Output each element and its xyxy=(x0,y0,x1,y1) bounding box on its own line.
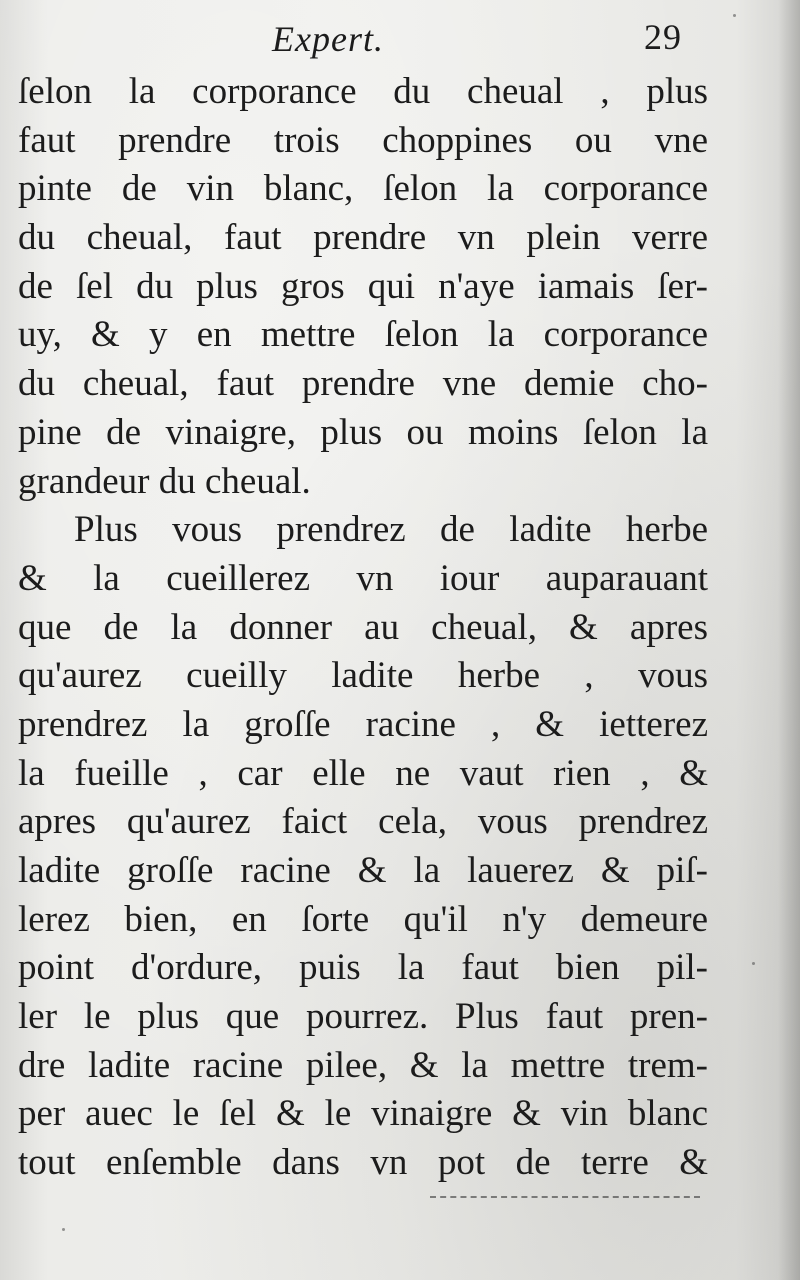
text-line: point d'ordure, puis la faut bien pil- xyxy=(18,947,708,989)
text-line: qu'aurez cueilly ladite herbe , vous xyxy=(18,655,708,697)
text-line: dre ladite racine pilee, & la mettre trem- xyxy=(18,1044,708,1086)
running-head: Expert. xyxy=(272,19,384,59)
text-line: grandeur du cheual. xyxy=(18,460,311,502)
paragraph-1 xyxy=(18,68,708,506)
text-line: prendrez la groſſe racine , & ietterez xyxy=(18,703,708,745)
text-line: que de la donner au cheual, & apres xyxy=(18,606,708,648)
text-line: ladite groſſe racine & la lauerez & piſ- xyxy=(18,850,708,891)
paragraph-2 xyxy=(18,506,708,1188)
paper-speck xyxy=(62,1228,65,1231)
text-line: uy, & y en mettre ſelon la corporance xyxy=(18,314,708,356)
text-line: du cheual, faut prendre vn plein verre xyxy=(18,217,708,259)
text-line: ſelon la corporance du cheual , plus xyxy=(18,71,708,112)
text-line: du cheual, faut prendre vne demie cho- xyxy=(18,363,708,405)
page-number: 29 xyxy=(644,17,682,57)
text-line: la fueille , car elle ne vaut rien , & xyxy=(18,752,708,794)
text-line: per auec le ſel & le vinaigre & vin blanc xyxy=(18,1093,708,1135)
text-line: & la cueillerez vn iour auparauant xyxy=(18,557,708,599)
text-line: pinte de vin blanc, ſelon la corporance xyxy=(18,168,708,210)
page-edge-shadow xyxy=(778,0,800,1280)
paper-speck xyxy=(752,962,755,965)
print-bleed-rule xyxy=(430,1196,700,1198)
text-line: ler le plus que pourrez. Plus faut pren- xyxy=(18,996,708,1038)
text-line: Plus vous prendrez de ladite herbe xyxy=(74,509,708,551)
text-line: apres qu'aurez faict cela, vous prendrez xyxy=(18,801,708,843)
body-text xyxy=(18,68,708,1188)
text-line: de ſel du plus gros qui n'aye iamais ſer- xyxy=(18,265,708,307)
paper-speck xyxy=(733,14,736,17)
text-line: faut prendre trois choppines ou vne xyxy=(18,119,708,161)
text-line: pine de vinaigre, plus ou moins ſelon la xyxy=(18,411,708,453)
page-header xyxy=(0,14,800,70)
text-line: tout enſemble dans vn pot de terre & xyxy=(18,1142,708,1184)
text-line: lerez bien, en ſorte qu'il n'y demeure xyxy=(18,898,708,940)
